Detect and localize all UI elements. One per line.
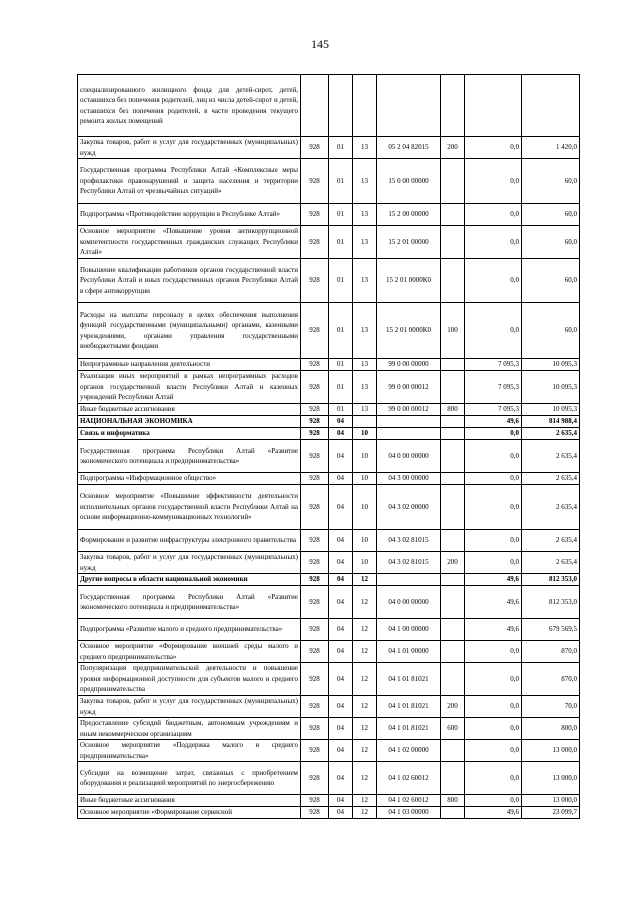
row-sum2-cell: 800,0	[522, 718, 580, 740]
row-vr-cell: 600	[441, 718, 465, 740]
row-name-cell: Реализация иных мероприятий в рамках непрограммных расходов органов государственной власти Республики Алтай и казенных учреждений Республики Алтай	[78, 371, 301, 404]
row-sum1-cell: 0,0	[465, 718, 522, 740]
row-gr-cell: 928	[301, 762, 329, 795]
row-rz-cell: 01	[329, 159, 353, 204]
row-vr-cell	[441, 663, 465, 696]
row-sum1-cell: 0,0	[465, 303, 522, 359]
row-sum1-cell: 0,0	[465, 204, 522, 226]
row-vr-cell	[441, 485, 465, 530]
row-sum1-cell: 7 095,3	[465, 359, 522, 371]
row-vr-cell	[441, 428, 465, 440]
row-sum1-cell: 0,0	[465, 762, 522, 795]
row-name-cell: Иные бюджетные ассигнования	[78, 404, 301, 416]
row-pr-cell: 12	[353, 619, 377, 641]
row-sum1-cell: 0,0	[465, 159, 522, 204]
row-gr-cell: 928	[301, 574, 329, 586]
row-pr-cell: 13	[353, 303, 377, 359]
row-csr-cell: 99 0 00 00012	[377, 404, 441, 416]
row-name-cell: специализированного жилищного фонда для детей-сирот, детей, оставшихся без попечения родителей, лиц из числа детей-сирот и детей, оставшихся без попечения родителей, в части проведения текущего ремонта жилых помещений	[78, 75, 301, 137]
row-name-cell: Закупка товаров, работ и услуг для государственных (муниципальных) нужд	[78, 696, 301, 718]
row-gr-cell: 928	[301, 226, 329, 259]
row-rz-cell: 04	[329, 586, 353, 619]
row-gr-cell: 928	[301, 641, 329, 663]
row-rz-cell: 04	[329, 485, 353, 530]
row-rz-cell: 01	[329, 226, 353, 259]
row-sum1-cell: 49,6	[465, 619, 522, 641]
row-name-cell: Закупка товаров, работ и услуг для государственных (муниципальных) нужд	[78, 137, 301, 159]
row-gr-cell: 928	[301, 696, 329, 718]
table-row	[78, 75, 580, 137]
row-name-cell: Основное мероприятие «Поддержка малого и среднего предпринимательства»	[78, 740, 301, 762]
row-pr-cell: 12	[353, 762, 377, 795]
row-sum2-cell: 60,0	[522, 226, 580, 259]
row-pr-cell: 13	[353, 359, 377, 371]
row-vr-cell	[441, 371, 465, 404]
table-row	[78, 159, 580, 204]
row-sum1-cell: 0,0	[465, 259, 522, 303]
table-row	[78, 807, 580, 819]
row-rz-cell: 04	[329, 641, 353, 663]
row-rz-cell: 04	[329, 762, 353, 795]
table-row	[78, 371, 580, 404]
row-rz-cell: 04	[329, 696, 353, 718]
budget-table	[77, 74, 580, 819]
row-csr-cell: 15 2 01 00000	[377, 226, 441, 259]
row-csr-cell: 04 1 02 60012	[377, 795, 441, 807]
row-rz-cell: 01	[329, 404, 353, 416]
row-csr-cell: 99 0 00 00000	[377, 359, 441, 371]
row-sum1-cell: 0,0	[465, 696, 522, 718]
table-row	[78, 641, 580, 663]
row-rz-cell: 01	[329, 204, 353, 226]
row-sum1-cell: 0,0	[465, 740, 522, 762]
row-name-cell: Основное мероприятие «Формирование внешней среды малого и среднего предпринимательства»	[78, 641, 301, 663]
row-pr-cell: 10	[353, 440, 377, 473]
row-rz-cell	[329, 75, 353, 137]
row-sum1-cell: 0,0	[465, 485, 522, 530]
table-row	[78, 586, 580, 619]
row-pr-cell	[353, 416, 377, 428]
row-sum2-cell: 679 569,5	[522, 619, 580, 641]
row-name-cell: Государственная программа Республики Алтай «Развитие экономического потенциала и предпринимательства»	[78, 440, 301, 473]
row-sum1-cell: 0,0	[465, 440, 522, 473]
row-rz-cell: 04	[329, 440, 353, 473]
row-name-cell: Основное мероприятие «Повышение эффективности деятельности исполнительных органов государственной власти Республики Алтай на основе информационно-коммуникационных технологий»	[78, 485, 301, 530]
row-sum2-cell: 870,0	[522, 663, 580, 696]
row-gr-cell: 928	[301, 530, 329, 552]
row-sum2-cell: 70,0	[522, 696, 580, 718]
row-csr-cell: 05 2 04 82015	[377, 137, 441, 159]
row-sum1-cell: 0,0	[465, 530, 522, 552]
row-rz-cell: 04	[329, 718, 353, 740]
row-csr-cell: 15 0 00 00000	[377, 159, 441, 204]
row-rz-cell: 04	[329, 740, 353, 762]
table-row	[78, 404, 580, 416]
row-sum2-cell: 2 635,4	[522, 473, 580, 485]
row-gr-cell: 928	[301, 718, 329, 740]
row-sum1-cell: 49,6	[465, 586, 522, 619]
row-pr-cell: 12	[353, 718, 377, 740]
row-gr-cell: 928	[301, 552, 329, 574]
row-name-cell: Иные бюджетные ассигнования	[78, 795, 301, 807]
row-rz-cell: 01	[329, 137, 353, 159]
row-name-cell: Подпрограмма «Информационное общество»	[78, 473, 301, 485]
table-row	[78, 485, 580, 530]
row-vr-cell	[441, 619, 465, 641]
table-row	[78, 762, 580, 795]
table-row	[78, 530, 580, 552]
row-rz-cell: 01	[329, 359, 353, 371]
row-pr-cell: 13	[353, 137, 377, 159]
row-name-cell: Предоставление субсидий бюджетным, автономным учреждениям и иным некоммерческим организациям	[78, 718, 301, 740]
row-csr-cell: 04 1 01 81021	[377, 663, 441, 696]
row-sum2-cell: 812 353,0	[522, 574, 580, 586]
row-gr-cell: 928	[301, 303, 329, 359]
row-pr-cell: 10	[353, 530, 377, 552]
row-pr-cell: 12	[353, 807, 377, 819]
row-csr-cell	[377, 428, 441, 440]
row-csr-cell: 04 3 02 00000	[377, 485, 441, 530]
row-gr-cell: 928	[301, 485, 329, 530]
row-sum2-cell: 13 000,0	[522, 762, 580, 795]
row-vr-cell	[441, 159, 465, 204]
row-rz-cell: 04	[329, 795, 353, 807]
row-gr-cell: 928	[301, 807, 329, 819]
row-pr-cell: 13	[353, 404, 377, 416]
row-vr-cell	[441, 807, 465, 819]
row-sum1-cell: 0,0	[465, 137, 522, 159]
row-name-cell: Государственная программа Республики Алтай «Развитие экономического потенциала и предпринимательства»	[78, 586, 301, 619]
row-csr-cell: 04 1 02 60012	[377, 762, 441, 795]
row-gr-cell: 928	[301, 404, 329, 416]
table-row	[78, 574, 580, 586]
row-sum2-cell: 2 635,4	[522, 428, 580, 440]
row-csr-cell: 04 1 02 00000	[377, 740, 441, 762]
row-vr-cell	[441, 473, 465, 485]
row-vr-cell	[441, 259, 465, 303]
row-vr-cell: 800	[441, 404, 465, 416]
row-csr-cell: 04 1 01 81021	[377, 696, 441, 718]
row-sum1-cell: 0,0	[465, 641, 522, 663]
row-csr-cell: 04 1 00 00000	[377, 619, 441, 641]
row-sum2-cell: 60,0	[522, 159, 580, 204]
row-sum2-cell: 10 095,3	[522, 359, 580, 371]
row-name-cell: Подпрограмма «Развитие малого и среднего предпринимательства»	[78, 619, 301, 641]
row-rz-cell: 04	[329, 428, 353, 440]
row-rz-cell: 01	[329, 303, 353, 359]
row-vr-cell	[441, 641, 465, 663]
row-rz-cell: 01	[329, 259, 353, 303]
row-gr-cell: 928	[301, 428, 329, 440]
row-sum2-cell: 814 988,4	[522, 416, 580, 428]
row-vr-cell	[441, 75, 465, 137]
row-rz-cell: 04	[329, 619, 353, 641]
row-vr-cell	[441, 359, 465, 371]
row-name-cell: Связь и информатика	[78, 428, 301, 440]
row-pr-cell: 13	[353, 259, 377, 303]
table-row	[78, 740, 580, 762]
row-csr-cell: 04 1 03 00000	[377, 807, 441, 819]
row-name-cell: НАЦИОНАЛЬНАЯ ЭКОНОМИКА	[78, 416, 301, 428]
row-sum2-cell: 1 420,0	[522, 137, 580, 159]
row-gr-cell: 928	[301, 740, 329, 762]
table-row	[78, 795, 580, 807]
row-vr-cell	[441, 574, 465, 586]
row-vr-cell	[441, 586, 465, 619]
table-row	[78, 204, 580, 226]
row-sum2-cell: 13 000,0	[522, 740, 580, 762]
row-csr-cell: 15 2 01 0000К0	[377, 303, 441, 359]
row-sum1-cell: 7 095,3	[465, 404, 522, 416]
row-pr-cell: 12	[353, 740, 377, 762]
row-csr-cell: 04 3 02 81015	[377, 530, 441, 552]
row-vr-cell	[441, 762, 465, 795]
row-sum2-cell: 812 353,0	[522, 586, 580, 619]
row-gr-cell: 928	[301, 663, 329, 696]
row-name-cell: Основное мероприятие «Формирование сервисной	[78, 807, 301, 819]
row-csr-cell	[377, 75, 441, 137]
row-sum2-cell: 10 095,3	[522, 404, 580, 416]
row-gr-cell: 928	[301, 586, 329, 619]
row-sum2-cell: 870,0	[522, 641, 580, 663]
row-gr-cell: 928	[301, 159, 329, 204]
row-name-cell: Популяризация предпринимательской деятельности и повышение уровня информационной доступности для субъектов малого и среднего предпринимательства	[78, 663, 301, 696]
row-vr-cell	[441, 416, 465, 428]
row-vr-cell: 200	[441, 137, 465, 159]
row-sum2-cell: 2 635,4	[522, 530, 580, 552]
row-rz-cell: 01	[329, 371, 353, 404]
row-pr-cell: 13	[353, 159, 377, 204]
table-row	[78, 137, 580, 159]
row-vr-cell	[441, 440, 465, 473]
row-rz-cell: 04	[329, 574, 353, 586]
row-csr-cell: 04 0 00 00000	[377, 440, 441, 473]
row-sum1-cell: 0,0	[465, 795, 522, 807]
row-vr-cell	[441, 226, 465, 259]
row-pr-cell	[353, 75, 377, 137]
row-sum2-cell: 60,0	[522, 259, 580, 303]
row-gr-cell	[301, 75, 329, 137]
page-number: 145	[311, 37, 329, 51]
row-pr-cell: 12	[353, 795, 377, 807]
row-name-cell: Закупка товаров, работ и услуг для государственных (муниципальных) нужд	[78, 552, 301, 574]
row-pr-cell: 12	[353, 574, 377, 586]
table-row	[78, 428, 580, 440]
row-pr-cell: 12	[353, 586, 377, 619]
row-vr-cell: 800	[441, 795, 465, 807]
row-csr-cell: 04 3 00 00000	[377, 473, 441, 485]
row-name-cell: Непрограммные направления деятельности	[78, 359, 301, 371]
row-sum2-cell: 2 635,4	[522, 552, 580, 574]
row-sum1-cell: 0,0	[465, 226, 522, 259]
table-row	[78, 259, 580, 303]
row-sum2-cell: 2 635,4	[522, 485, 580, 530]
row-pr-cell: 12	[353, 696, 377, 718]
row-sum1-cell: 0,0	[465, 663, 522, 696]
row-sum2-cell: 10 095,3	[522, 371, 580, 404]
row-name-cell: Основное мероприятие «Повышение уровня антикоррупционной компетентности государственных гражданских служащих Республики Алтай»	[78, 226, 301, 259]
table-row	[78, 473, 580, 485]
row-rz-cell: 04	[329, 663, 353, 696]
row-csr-cell: 99 0 00 00012	[377, 371, 441, 404]
row-gr-cell: 928	[301, 137, 329, 159]
row-sum1-cell: 0,0	[465, 552, 522, 574]
row-sum2-cell: 60,0	[522, 204, 580, 226]
row-vr-cell	[441, 530, 465, 552]
table-row	[78, 552, 580, 574]
row-pr-cell: 10	[353, 428, 377, 440]
row-gr-cell: 928	[301, 619, 329, 641]
row-gr-cell: 928	[301, 795, 329, 807]
row-gr-cell: 928	[301, 204, 329, 226]
row-sum1-cell: 49,6	[465, 574, 522, 586]
row-name-cell: Государственная программа Республики Алтай «Комплексные меры профилактики правонарушений и защита населения и территории Республики Алтай от чрезвычайных ситуаций»	[78, 159, 301, 204]
row-sum1-cell: 7 095,3	[465, 371, 522, 404]
row-name-cell: Подпрограмма «Противодействие коррупции в Республике Алтай»	[78, 204, 301, 226]
row-gr-cell: 928	[301, 440, 329, 473]
row-name-cell: Формирование и развитие инфраструктуры электронного правительства	[78, 530, 301, 552]
row-sum1-cell: 0,0	[465, 473, 522, 485]
row-csr-cell: 04 1 01 81021	[377, 718, 441, 740]
row-sum2-cell: 2 635,4	[522, 440, 580, 473]
row-rz-cell: 04	[329, 473, 353, 485]
row-name-cell: Расходы на выплаты персоналу в целях обеспечения выполнения функций государственными (муниципальными) органами, казенными учреждениями, органами управления государственными внебюджетными фондами	[78, 303, 301, 359]
table-row	[78, 718, 580, 740]
row-sum1-cell: 49,6	[465, 416, 522, 428]
row-sum1-cell: 0,0	[465, 428, 522, 440]
table-row	[78, 359, 580, 371]
row-sum2-cell: 13 000,0	[522, 795, 580, 807]
row-gr-cell: 928	[301, 359, 329, 371]
table-row	[78, 663, 580, 696]
row-pr-cell: 10	[353, 485, 377, 530]
row-name-cell: Другие вопросы в области национальной экономики	[78, 574, 301, 586]
table-row	[78, 226, 580, 259]
table-row	[78, 696, 580, 718]
table-row	[78, 619, 580, 641]
row-csr-cell: 04 3 02 81015	[377, 552, 441, 574]
row-rz-cell: 04	[329, 807, 353, 819]
row-pr-cell: 13	[353, 371, 377, 404]
row-csr-cell: 04 0 00 00000	[377, 586, 441, 619]
row-vr-cell: 200	[441, 696, 465, 718]
table-row	[78, 416, 580, 428]
row-rz-cell: 04	[329, 530, 353, 552]
row-gr-cell: 928	[301, 416, 329, 428]
row-sum1-cell	[465, 75, 522, 137]
row-rz-cell: 04	[329, 552, 353, 574]
row-csr-cell	[377, 416, 441, 428]
row-sum2-cell: 23 099,7	[522, 807, 580, 819]
row-csr-cell: 04 1 01 00000	[377, 641, 441, 663]
row-pr-cell: 10	[353, 552, 377, 574]
row-gr-cell: 928	[301, 473, 329, 485]
row-vr-cell	[441, 740, 465, 762]
row-sum2-cell: 60,0	[522, 303, 580, 359]
row-gr-cell: 928	[301, 371, 329, 404]
table-row	[78, 440, 580, 473]
row-pr-cell: 12	[353, 663, 377, 696]
row-pr-cell: 10	[353, 473, 377, 485]
row-sum2-cell	[522, 75, 580, 137]
row-rz-cell: 04	[329, 416, 353, 428]
row-csr-cell	[377, 574, 441, 586]
row-pr-cell: 13	[353, 204, 377, 226]
row-vr-cell: 200	[441, 552, 465, 574]
row-pr-cell: 13	[353, 226, 377, 259]
row-csr-cell: 15 2 00 00000	[377, 204, 441, 226]
row-vr-cell	[441, 204, 465, 226]
row-name-cell: Повышение квалификации работников органов государственной власти Республики Алтай и иных государственных органов Республики Алтай в сфере антикоррупции	[78, 259, 301, 303]
row-gr-cell: 928	[301, 259, 329, 303]
row-pr-cell: 12	[353, 641, 377, 663]
row-name-cell: Субсидии на возмещение затрат, связанных с приобретением оборудования и реализацией мероприятий по энергосбережению	[78, 762, 301, 795]
row-csr-cell: 15 2 01 0000К0	[377, 259, 441, 303]
row-vr-cell: 100	[441, 303, 465, 359]
row-sum1-cell: 49,6	[465, 807, 522, 819]
table-row	[78, 303, 580, 359]
